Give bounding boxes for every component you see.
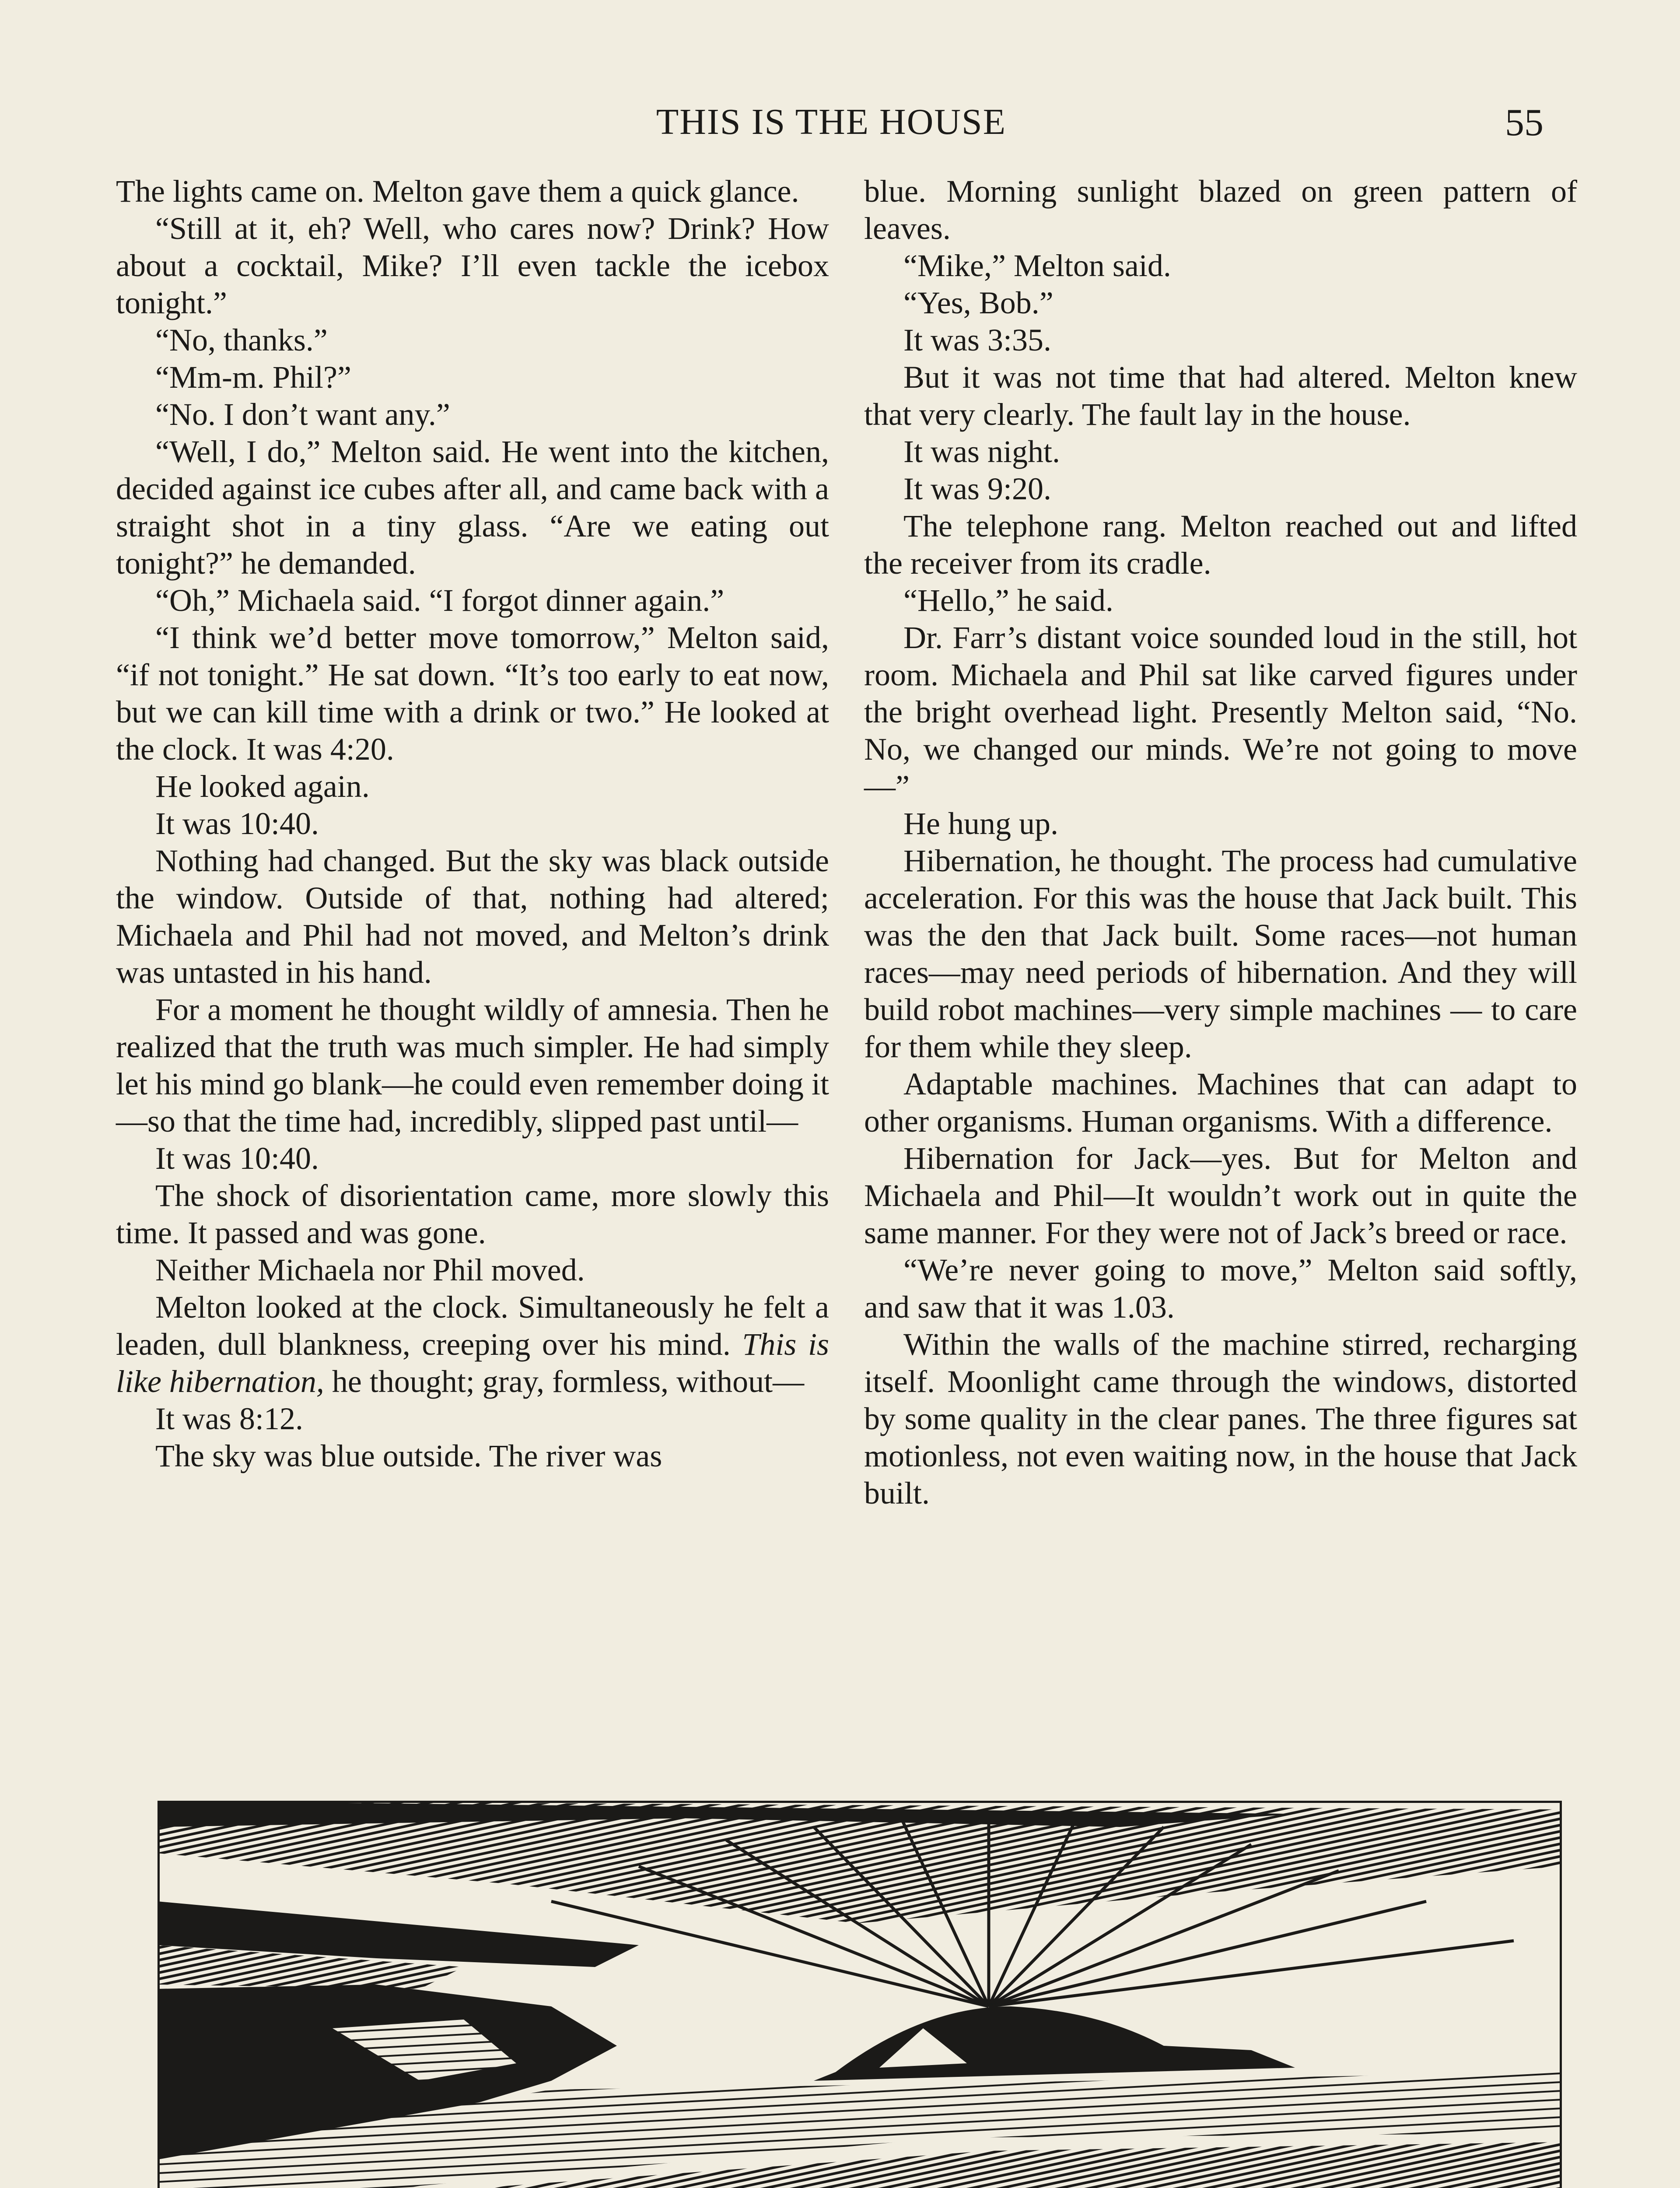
paragraph: Dr. Farr’s distant voice sounded loud in the still, hot room. Michaela and Phil sat like carved figures under the bright overhead light. Presently Melton said, “No. No, we changed our minds. We’re not going to move—” <box>864 620 1577 804</box>
paragraph: Neither Michaela nor Phil moved. <box>155 1252 585 1287</box>
paragraph: It was 9:20. <box>903 471 1051 506</box>
running-title: THIS IS THE HOUSE <box>656 102 1007 142</box>
paragraph: It was night. <box>903 434 1060 469</box>
paragraph: It was 3:35. <box>903 323 1051 358</box>
paragraph: The shock of disorientation came, more slowly this time. It passed and was gone. <box>116 1178 829 1250</box>
paragraph-text: he thought; gray, formless, without— <box>332 1364 805 1399</box>
paragraph: Hibernation for Jack—yes. But for Melton and Michaela and Phil—It wouldn’t work out in quite the same manner. For they were not of Jack’s breed or race. <box>864 1141 1577 1250</box>
paragraph: “Mike,” Melton said. <box>903 248 1171 283</box>
paragraph: The sky was blue outside. The river was <box>155 1438 662 1473</box>
paragraph: It was 10:40. <box>155 1141 319 1176</box>
paragraph: “I think we’d better move tomorrow,” Melton said, “if not tonight.” He sat down. “It’s too early to eat now, but we can kill time with a drink or two.” He looked at the clock. It was 4:20. <box>116 620 829 767</box>
paragraph: It was 8:12. <box>155 1401 303 1436</box>
paragraph: The telephone rang. Melton reached out and lifted the receiver from its cradle. <box>864 508 1577 581</box>
paragraph: He hung up. <box>903 806 1058 841</box>
paragraph: Within the walls of the machine stirred, recharging itself. Moonlight came through the windows, distorted by some quality in the clear panes. The three figures sat motionless, not even waiting now, in the house that Jack built. <box>864 1327 1577 1511</box>
paragraph: “No, thanks.” <box>155 323 328 358</box>
paragraph: “No. I don’t want any.” <box>155 397 450 432</box>
paragraph: “Yes, Bob.” <box>903 285 1054 320</box>
paragraph: “Mm-m. Phil?” <box>155 360 351 395</box>
paragraph: “Still at it, eh? Well, who cares now? Drink? How about a cocktail, Mike? I’ll even tackle the icebox tonight.” <box>116 211 829 320</box>
paragraph: Adaptable machines. Machines that can adapt to other organisms. Human organisms. With a difference. <box>864 1066 1577 1139</box>
left-column <box>116 173 829 1475</box>
paragraph <box>116 1289 829 1400</box>
paragraph: “Hello,” he said. <box>903 583 1113 618</box>
landscape-illustration <box>158 1801 1562 2188</box>
paragraph: blue. Morning sunlight blazed on green pattern of leaves. <box>864 174 1577 246</box>
paragraph: For a moment he thought wildly of amnesia. Then he realized that the truth was much simpler. He had simply let his mind go blank—he could even remember doing it —so that the time had, incredibly, slipped past until— <box>116 992 829 1139</box>
paragraph-text: Melton looked at the clock. Simultaneously he felt a leaden, dull blankness, creeping over his mind. <box>116 1290 829 1362</box>
paragraph: Hibernation, he thought. The process had cumulative acceleration. For this was the house that Jack built. This was the den that Jack built. Some races—not human races—may need periods of hibernation. And they will build robot machines—very simple machines — to care for them while they sleep. <box>864 843 1577 1064</box>
paragraph: It was 10:40. <box>155 806 319 841</box>
paragraph: “Well, I do,” Melton said. He went into the kitchen, decided against ice cubes after all, and came back with a straight shot in a tiny glass. “Are we eating out tonight?” he demanded. <box>116 434 829 581</box>
paragraph: “We’re never going to move,” Melton said softly, and saw that it was 1.03. <box>864 1252 1577 1325</box>
page-number: 55 <box>1505 102 1544 144</box>
italic-thought: This is like hibernation, <box>116 1327 829 1399</box>
paragraph: He looked again. <box>155 769 370 804</box>
paragraph: “Oh,” Michaela said. “I forgot dinner again.” <box>155 583 724 618</box>
paragraph: But it was not time that had altered. Melton knew that very clearly. The fault lay in the house. <box>864 360 1577 432</box>
paragraph: Nothing had changed. But the sky was black outside the window. Outside of that, nothing had altered; Michaela and Phil had not moved, and Melton’s drink was untasted in his hand. <box>116 843 829 990</box>
right-column <box>864 173 1577 1512</box>
paragraph: The lights came on. Melton gave them a quick glance. <box>116 174 799 209</box>
